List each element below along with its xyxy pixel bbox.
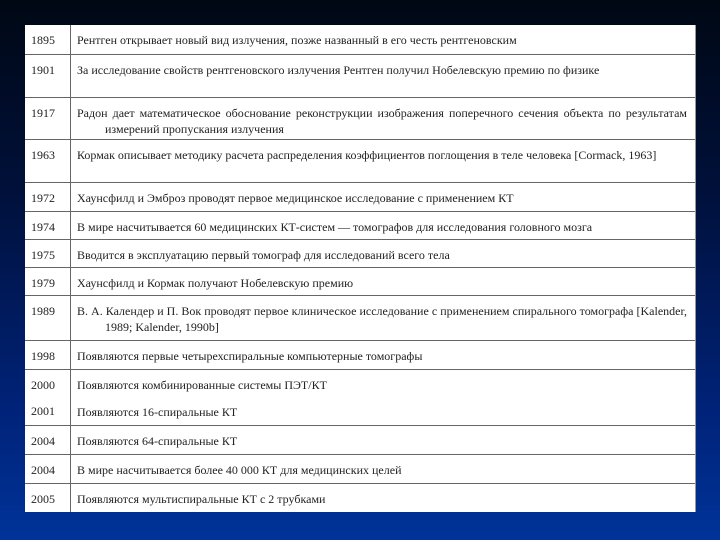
year-cell: 1974 bbox=[25, 212, 71, 239]
table-row bbox=[25, 140, 695, 183]
year-cell: 2004 bbox=[25, 455, 71, 483]
table-row bbox=[25, 426, 695, 455]
table-row bbox=[25, 455, 695, 484]
event-cell: Появляются первые четырехспиральные компьютерные томографы bbox=[77, 349, 423, 363]
year-cell: 2005 bbox=[25, 484, 71, 512]
event-2001: Появляются 16-спиральные КТ bbox=[77, 405, 238, 419]
year-cell: 1998 bbox=[25, 341, 71, 369]
event-cell: Радон дает математическое обоснование реконструкции изображения поперечного сечения объекта по результатам измерений пропускания излучения bbox=[77, 106, 687, 136]
event-cell: Рентген открывает новый вид излучения, позже названный в его честь рентгеновским bbox=[77, 33, 517, 47]
event-cell: В мире насчитывается 60 медицинских КТ-систем — томографов для исследования головного мозга bbox=[77, 220, 593, 234]
table-row bbox=[25, 296, 695, 341]
year-cell: 1989 bbox=[25, 296, 71, 340]
year-cell: 1963 bbox=[25, 140, 71, 182]
event-cell: Кормак описывает методику расчета распределения коэффициентов поглощения в теле человека [Cormack, 1963] bbox=[77, 148, 657, 162]
year-cell: 1895 bbox=[25, 25, 71, 54]
event-2000: Появляются комбинированные системы ПЭТ/КТ bbox=[77, 378, 327, 392]
year-cell: 1979 bbox=[25, 268, 71, 295]
event-cell: Хаунсфилд и Кормак получают Нобелевскую премию bbox=[77, 276, 354, 290]
year-cell: 1901 bbox=[25, 55, 71, 97]
event-cell: Вводится в эксплуатацию первый томограф для исследований всего тела bbox=[77, 248, 450, 262]
event-cell: Хаунсфилд и Эмброз проводят первое медицинское исследование с применением КТ bbox=[77, 191, 514, 205]
event-cell bbox=[77, 377, 687, 420]
table-row bbox=[25, 268, 695, 296]
year-cell: 1972 bbox=[25, 183, 71, 211]
table-row bbox=[25, 212, 695, 240]
year-cell bbox=[25, 370, 71, 425]
table-row bbox=[25, 55, 695, 98]
event-cell: В. А. Календер и П. Вок проводят первое клиническое исследование с применением спирального томографа [Kalender, 1989; Kalender, 1990b] bbox=[77, 304, 687, 334]
year-2001: 2001 bbox=[31, 404, 55, 418]
event-cell: Появляются мультиспиральные КТ с 2 трубками bbox=[77, 492, 326, 506]
year-cell: 1917 bbox=[25, 98, 71, 139]
event-cell: За исследование свойств рентгеновского излучения Рентген получил Нобелевскую премию по физике bbox=[77, 63, 600, 77]
table-row bbox=[25, 98, 695, 140]
year-cell: 2004 bbox=[25, 426, 71, 454]
ct-history-table bbox=[25, 25, 696, 512]
table-row bbox=[25, 25, 695, 55]
table-row bbox=[25, 370, 695, 426]
year-cell: 1975 bbox=[25, 240, 71, 267]
year-2000: 2000 bbox=[31, 378, 55, 392]
event-cell: В мире насчитывается более 40 000 КТ для медицинских целей bbox=[77, 463, 402, 477]
event-cell: Появляются 64-спиральные КТ bbox=[77, 434, 238, 448]
table-row bbox=[25, 484, 695, 512]
table-row bbox=[25, 183, 695, 212]
table-row bbox=[25, 341, 695, 370]
table-row bbox=[25, 240, 695, 268]
